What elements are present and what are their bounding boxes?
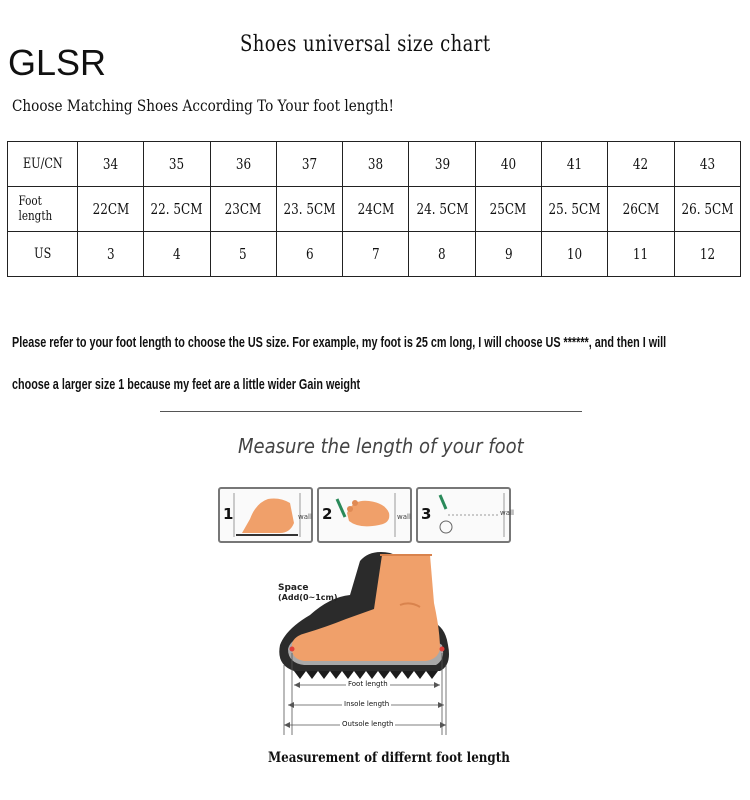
- table-cell: 36: [210, 142, 276, 187]
- wall-label: wall: [397, 513, 411, 521]
- row-header-foot-length: Foot length: [8, 187, 78, 232]
- table-cell: 25CM: [475, 187, 541, 232]
- step-1-panel: [218, 487, 313, 543]
- table-cell: 41: [542, 142, 608, 187]
- table-cell: 22CM: [78, 187, 144, 232]
- page-subtitle: Choose Matching Shoes According To Your foot length!: [12, 96, 394, 115]
- row-header-eu: EU/CN: [8, 142, 78, 187]
- table-cell: 4: [144, 232, 210, 277]
- table-cell: 23. 5CM: [276, 187, 342, 232]
- table-row-foot-length: [8, 187, 741, 232]
- size-advice-line-2: choose a larger size 1 because my feet are a little wider Gain weight: [12, 376, 361, 393]
- table-cell: 6: [276, 232, 342, 277]
- space-label: Space (Add(0~1cm): [278, 583, 338, 602]
- measure-heading: Measure the length of your foot: [238, 434, 524, 458]
- table-cell: 40: [475, 142, 541, 187]
- table-cell: 37: [276, 142, 342, 187]
- table-cell: 39: [409, 142, 475, 187]
- table-cell: 26. 5CM: [674, 187, 740, 232]
- step-number: 2: [322, 505, 333, 523]
- foot-in-shoe-diagram: [270, 545, 470, 745]
- outsole-length-label: Outsole length: [342, 720, 394, 728]
- table-cell: 7: [343, 232, 409, 277]
- table-cell: 5: [210, 232, 276, 277]
- step-number: 1: [223, 505, 234, 523]
- table-cell: 12: [674, 232, 740, 277]
- table-row-eu: [8, 142, 741, 187]
- table-cell: 35: [144, 142, 210, 187]
- table-cell: 10: [542, 232, 608, 277]
- table-row-us: [8, 232, 741, 277]
- foot-in-shoe-illustration: [270, 545, 470, 745]
- brand-logo-text: GLSR: [8, 42, 107, 83]
- wall-label: wall: [298, 513, 312, 521]
- diagram-caption: Measurement of differnt foot length: [268, 750, 510, 766]
- table-cell: 23CM: [210, 187, 276, 232]
- table-cell: 38: [343, 142, 409, 187]
- table-cell: 42: [608, 142, 674, 187]
- section-divider: [160, 411, 582, 412]
- ruler-measure-icon: [418, 489, 509, 541]
- size-table: [7, 141, 741, 277]
- table-cell: 22. 5CM: [144, 187, 210, 232]
- step-number: 3: [421, 505, 432, 523]
- table-cell: 24. 5CM: [409, 187, 475, 232]
- foot-length-label: Foot length: [348, 680, 388, 688]
- size-advice-line-1: Please refer to your foot length to choose the US size. For example, my foot is 25 cm long, I will choose US ******, and then I will: [12, 334, 667, 351]
- table-cell: 25. 5CM: [542, 187, 608, 232]
- row-header-us: US: [8, 232, 78, 277]
- insole-length-label: Insole length: [344, 700, 390, 708]
- table-cell: 3: [78, 232, 144, 277]
- table-cell: 11: [608, 232, 674, 277]
- step-2-panel: [317, 487, 412, 543]
- table-cell: 34: [78, 142, 144, 187]
- table-cell: 43: [674, 142, 740, 187]
- table-cell: 9: [475, 232, 541, 277]
- table-cell: 24CM: [343, 187, 409, 232]
- step-3-panel: [416, 487, 514, 543]
- table-cell: 8: [409, 232, 475, 277]
- wall-label: wall: [500, 509, 514, 517]
- page-title: Shoes universal size chart: [240, 32, 491, 57]
- table-cell: 26CM: [608, 187, 674, 232]
- measure-steps: [218, 487, 518, 545]
